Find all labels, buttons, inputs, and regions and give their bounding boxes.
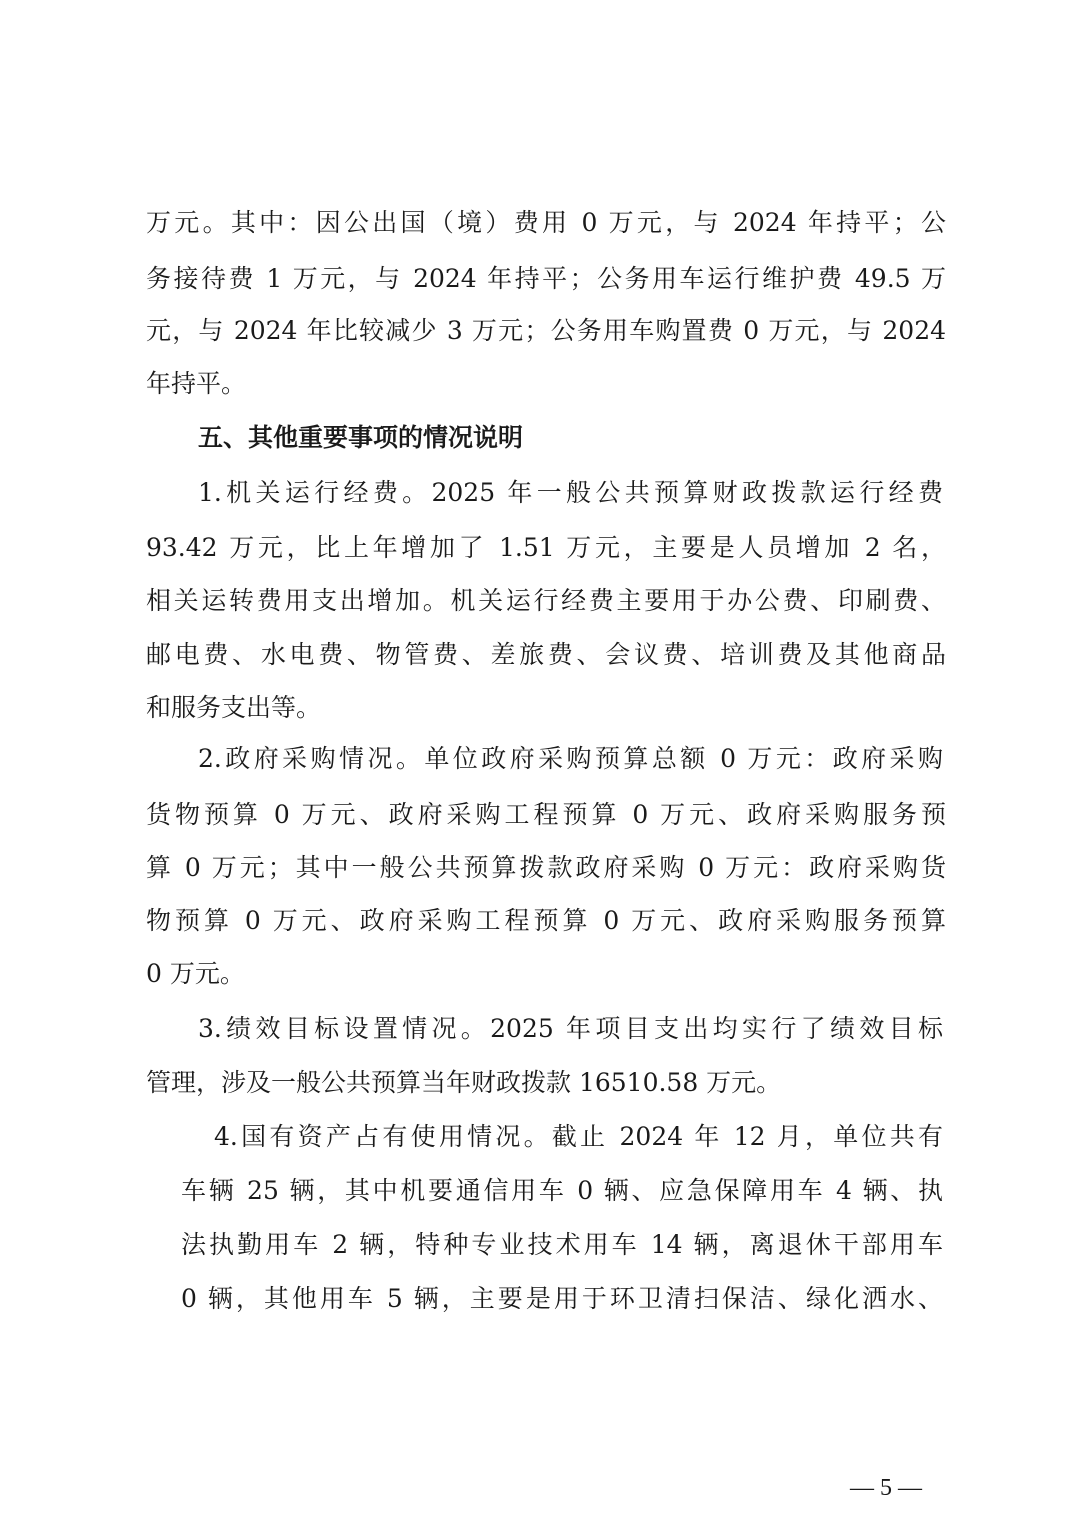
text-line: 务接待费 1 万元，与 2024 年持平；公务用车运行维护费 49.5 万 <box>146 264 946 293</box>
text-line: 算 0 万元；其中一般公共预算拨款政府采购 0 万元：政府采购货 <box>146 853 946 882</box>
page-number: — 5 — <box>850 1475 922 1501</box>
text-line: 93.42 万元，比上年增加了 1.51 万元，主要是人员增加 2 名， <box>146 533 946 562</box>
text-line: 车辆 25 辆，其中机要通信用车 0 辆、应急保障用车 4 辆、执 <box>181 1176 943 1205</box>
text-line: 3.绩效目标设置情况。2025 年项目支出均实行了绩效目标 <box>198 1014 943 1043</box>
text-line: 元，与 2024 年比较减少 3 万元；公务用车购置费 0 万元，与 2024 <box>146 316 946 345</box>
text-line: 2.政府采购情况。单位政府采购预算总额 0 万元：政府采购 <box>198 744 943 773</box>
text-line: 0 辆，其他用车 5 辆，主要是用于环卫清扫保洁、绿化洒水、 <box>181 1284 943 1313</box>
text-line: 邮电费、水电费、物管费、差旅费、会议费、培训费及其他商品 <box>146 640 946 669</box>
text-line: 年持平。 <box>146 369 247 398</box>
text-line: 货物预算 0 万元、政府采购工程预算 0 万元、政府采购服务预 <box>146 800 946 829</box>
text-line: 管理，涉及一般公共预算当年财政拨款 16510.58 万元。 <box>146 1068 782 1097</box>
text-line: 法执勤用车 2 辆，特种专业技术用车 14 辆，离退休干部用车 <box>181 1230 943 1259</box>
text-line: 4.国有资产占有使用情况。截止 2024 年 12 月，单位共有 <box>214 1122 943 1151</box>
text-line: 万元。其中：因公出国（境）费用 0 万元，与 2024 年持平；公 <box>146 208 946 237</box>
text-line: 1.机关运行经费。2025 年一般公共预算财政拨款运行经费 <box>198 478 943 507</box>
section-heading: 五、其他重要事项的情况说明 <box>198 423 524 452</box>
text-line: 和服务支出等。 <box>146 693 322 722</box>
text-line: 相关运转费用支出增加。机关运行经费主要用于办公费、印刷费、 <box>146 586 946 615</box>
text-line: 物预算 0 万元、政府采购工程预算 0 万元、政府采购服务预算 <box>146 906 946 935</box>
text-line: 0 万元。 <box>146 959 245 988</box>
